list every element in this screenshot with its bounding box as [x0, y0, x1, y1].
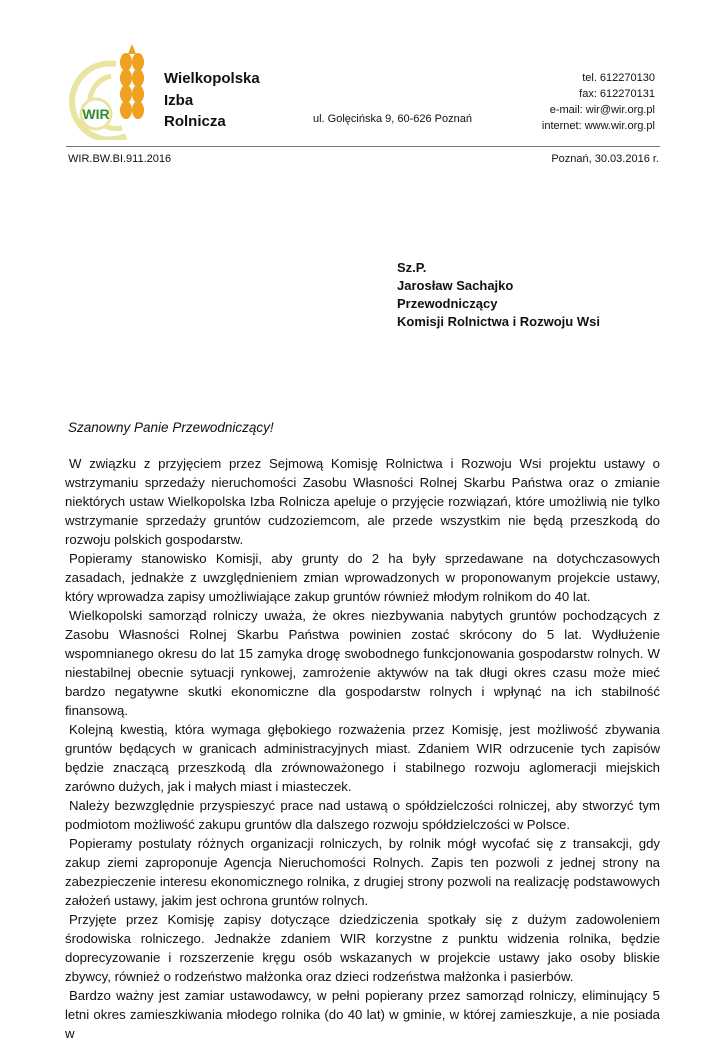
- org-name-line-2: Izba: [164, 92, 194, 109]
- org-address: ul. Golęcińska 9, 60-626 Poznań: [313, 113, 472, 125]
- recipient-block: [397, 259, 600, 331]
- paragraph: Wielkopolski samorząd rolniczy uważa, że okres niezbywania nabytych gruntów pochodzących z Zasobu Własności Rolnej Skarbu Państwa powinien zostać skrócony do 5 lat. Wydłużenie wspomnianego okresu do lat 15 zamyka drogę swobodnego funkcjonowania gospodarstw rolnych. W niestabilnej obecnie sytuacji rynkowej, zamrożenie aktywów na tak długi okres czasu może mieć bardzo negatywne skutki ekonomiczne dla gospodarstw rolnych i wpłynąć na ich stabilność finansową.: [65, 608, 660, 718]
- phone: tel. 612270130: [582, 72, 655, 84]
- paragraph: Popieramy postulaty różnych organizacji rolniczych, by rolnik mógł wycofać się z transakcji, gdy zakup ziemi zaproponuje Agencja Nieruchomości Rolnych. Zapis ten pozwoli z jednej strony na zabezpieczenie interesu ekonomicznego rolnika, z drugiej strony pozwoli na realizację podstawowych założeń ustawy, jakim jest ochrona gruntów rolnych.: [65, 836, 660, 908]
- paragraph: Kolejną kwestią, która wymaga głębokiego rozważenia przez Komisję, jest możliwość zbywania gruntów będących w granicach administracyjnych miast. Zdaniem WIR odrzucenie tych zapisów będzie znaczącą przeszkodą dla zrównoważonego i stabilnego rozwoju aglomeracji miejskich zarówno dużych, jak i małych miast i miasteczek.: [65, 722, 660, 794]
- website: internet: www.wir.org.pl: [541, 120, 655, 132]
- recipient-line: Przewodniczący: [397, 296, 498, 311]
- reference-number: WIR.BW.BI.911.2016: [68, 153, 172, 165]
- fax: fax: 612270131: [579, 88, 655, 100]
- recipient-line: Komisji Rolnictwa i Rozwoju Wsi: [397, 314, 600, 329]
- paragraph: Popieramy stanowisko Komisji, aby grunty do 2 ha były sprzedawane na dotychczasowych zasadach, jednakże z uwzględnieniem zmian wprowadzonych w proponowanym projekcie ustawy, który wprowadza zapisy umożliwiające zakup gruntów również młodym rolnikom do 40 lat.: [65, 551, 660, 604]
- contact-info: [542, 70, 655, 134]
- email: e-mail: wir@wir.org.pl: [549, 104, 655, 116]
- wir-logo: [66, 44, 156, 140]
- paragraph: Bardzo ważny jest zamiar ustawodawcy, w pełni popierany przez samorząd rolniczy, eliminujący 5 letni okres zamieszkiwania młodego rolnika (do 40 lat) w gminie, w której zamieszkuje, a nie posiada w: [65, 988, 660, 1041]
- header-divider: [66, 146, 660, 147]
- paragraph: Należy bezwzględnie przyspieszyć prace nad ustawą o spółdzielczości rolniczej, aby stworzyć tym podmiotom możliwość zakupu gruntów dla dalszego rozwoju spółdzielczości w Polsce.: [65, 798, 660, 832]
- org-name-line-1: Wielkopolska: [164, 70, 260, 87]
- org-name-line-3: Rolnicza: [164, 113, 226, 130]
- recipient-line: Jarosław Sachajko: [397, 278, 514, 293]
- paragraph: W związku z przyjęciem przez Sejmową Komisję Rolnictwa i Rozwoju Wsi projektu ustawy o wstrzymaniu sprzedaży nieruchomości Zasobu Własności Rolnej Skarbu Państwa oraz o zmianie niektórych ustaw Wielkopolska Izba Rolnicza apeluje o przyjęcie rozwiązań, które umożliwią nie tylko wstrzymanie sprzedaży gruntów cudzoziemcom, ale przede wszystkim nie będą przeszkodą do rozwoju polskich gospodarstw.: [65, 456, 660, 547]
- letter-body: [65, 454, 660, 1043]
- letter-date: Poznań, 30.03.2016 r.: [551, 153, 659, 165]
- svg-text:WIR: WIR: [82, 106, 110, 122]
- paragraph: Przyjęte przez Komisję zapisy dotyczące dziedziczenia spotkały się z dużym zadowoleniem środowiska rolniczego. Jednakże zdaniem WIR korzystne z punktu widzenia rolnika, będzie doprecyzowanie i rozszerzenie kręgu osób wskazanych w projekcie ustawy jako osoby bliskie zbywcy, również o rodzeństwo małżonka oraz dzieci rodzeństwa małżonka i pasierbów.: [65, 912, 660, 984]
- greeting: Szanowny Panie Przewodniczący!: [68, 420, 274, 435]
- recipient-line: Sz.P.: [397, 260, 427, 275]
